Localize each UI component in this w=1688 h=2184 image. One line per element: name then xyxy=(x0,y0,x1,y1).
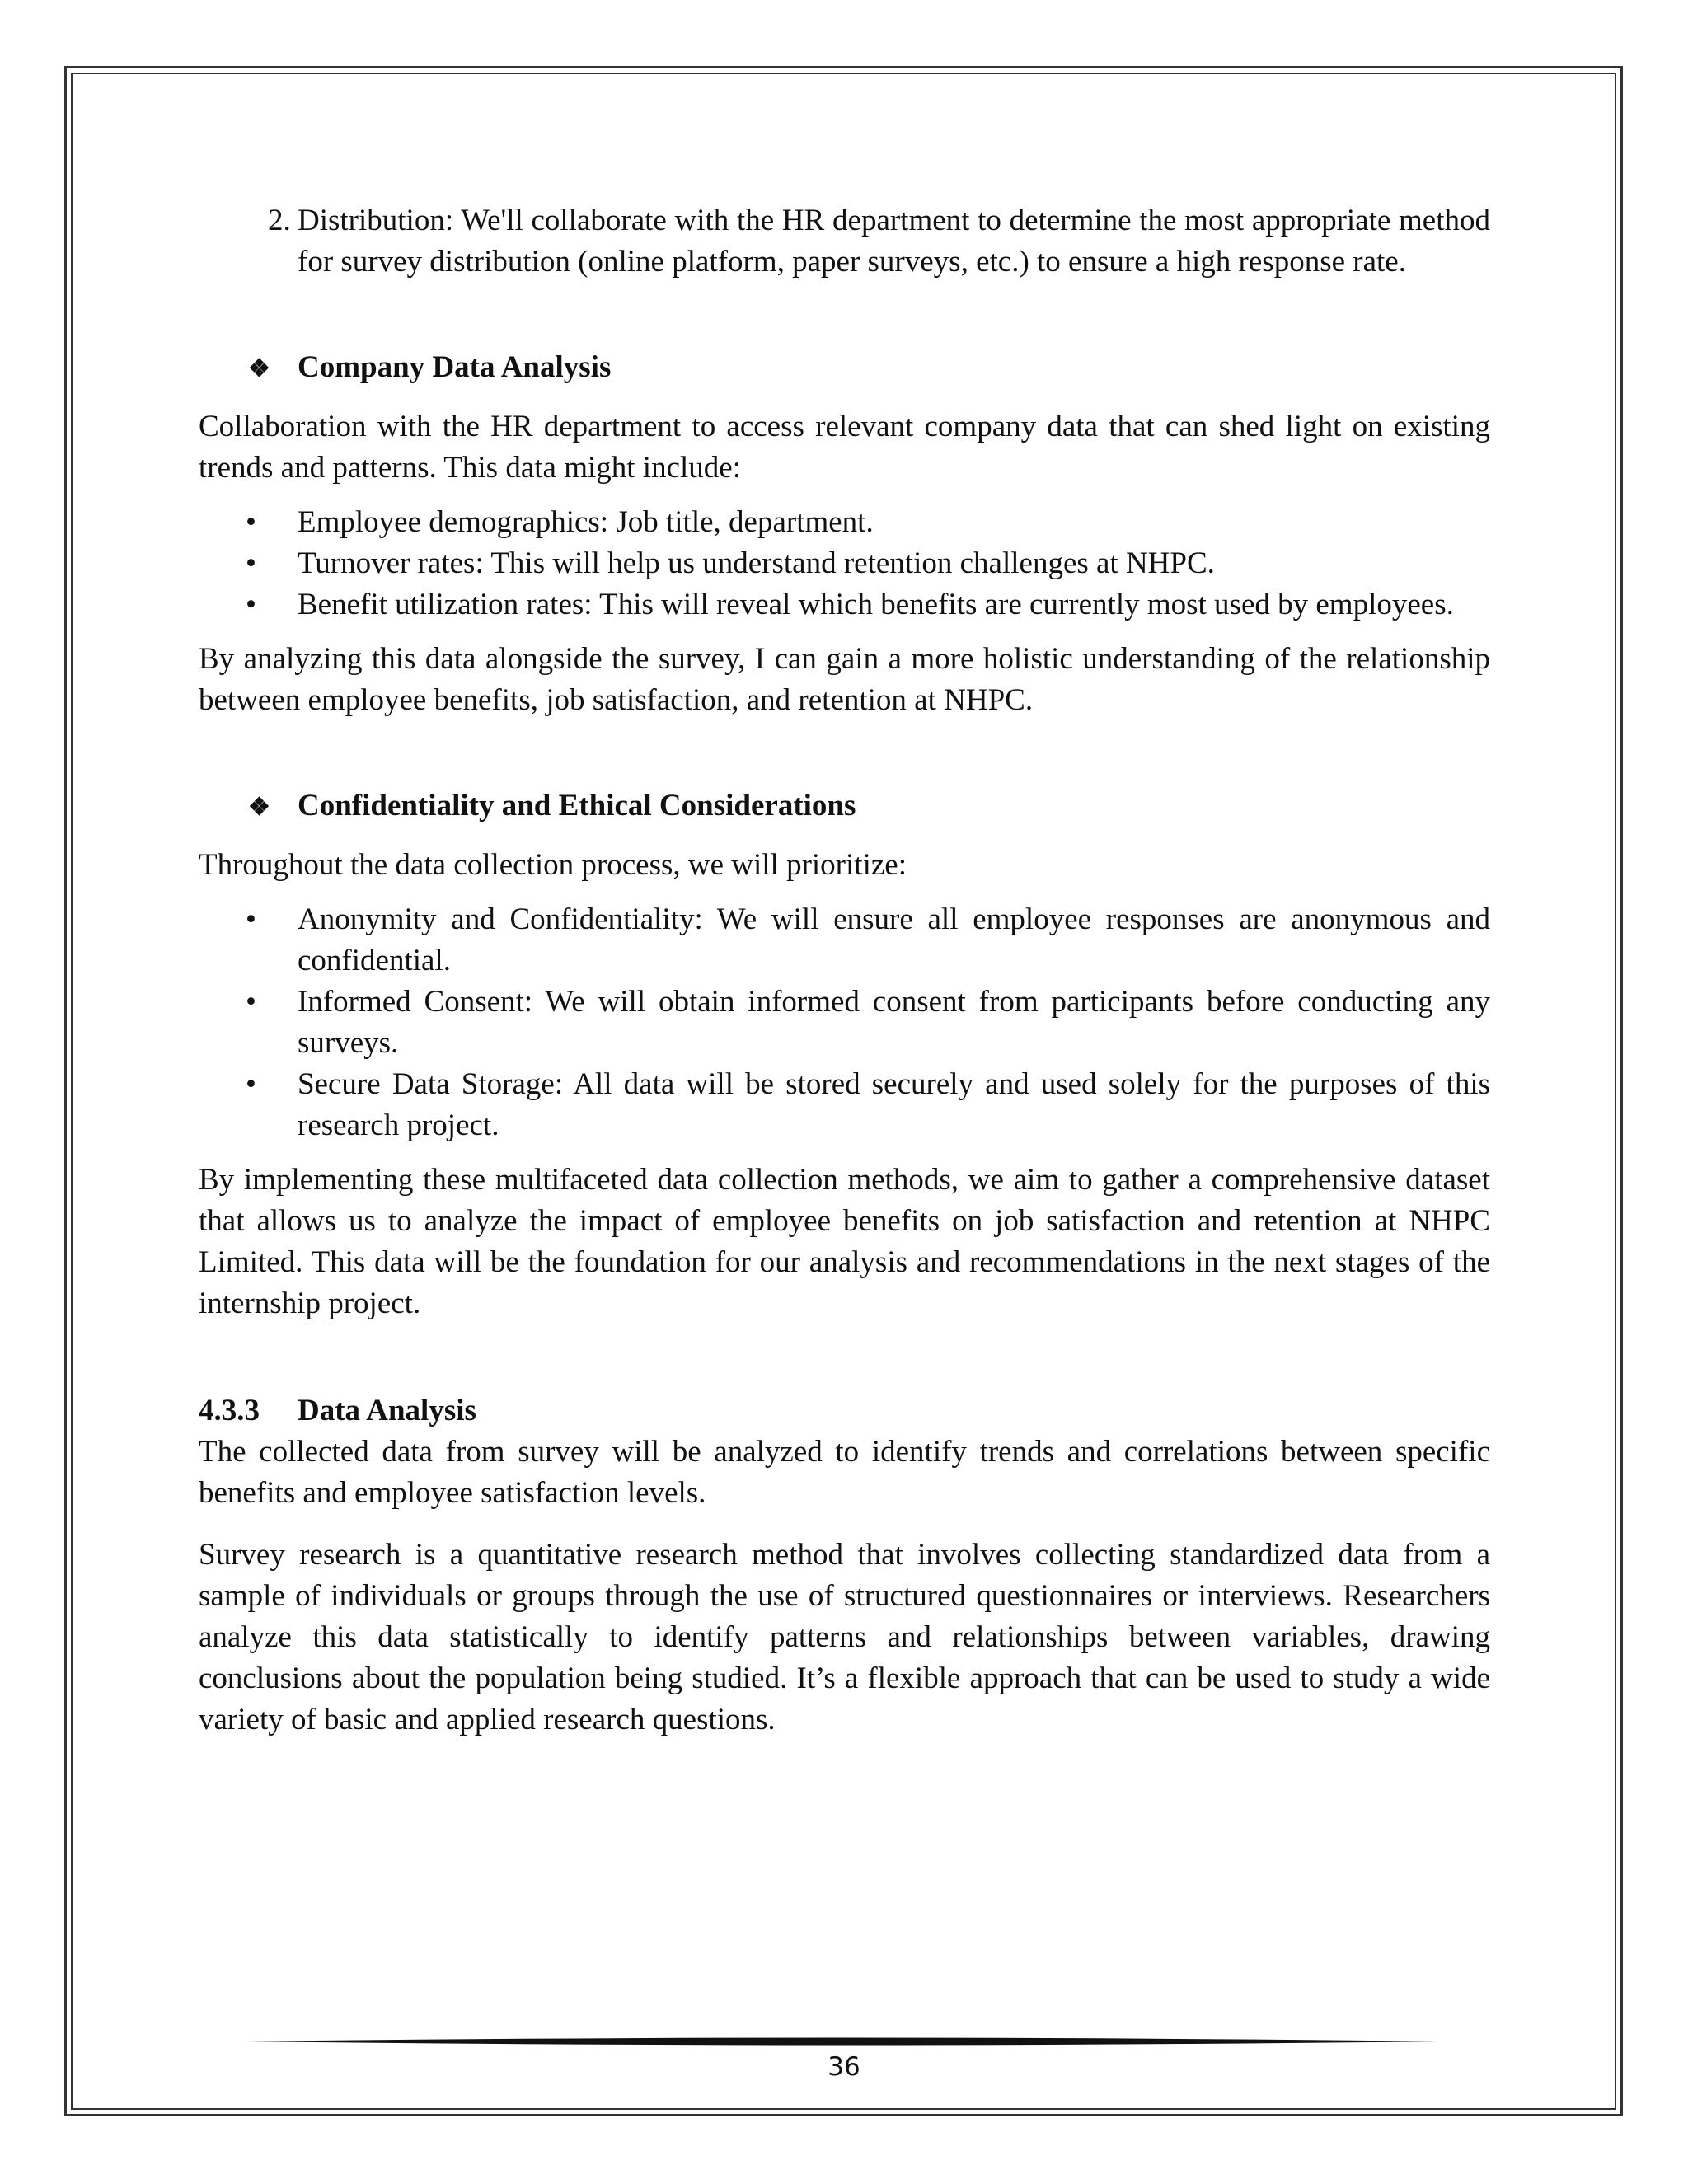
page-content xyxy=(199,200,1490,1741)
bullet-icon: • xyxy=(246,902,256,936)
list-item: • Anonymity and Confidentiality: We will ensure all employee responses are anonymous and confidential. xyxy=(199,899,1490,982)
bullet-icon: • xyxy=(246,985,256,1019)
section-number: 4.3.3 xyxy=(199,1394,260,1427)
section-heading-data-analysis xyxy=(199,1390,1490,1432)
bullet-icon: • xyxy=(246,1067,256,1101)
footer-rule xyxy=(247,2036,1438,2047)
analysis-paragraph-2: Survey research is a quantitative research method that involves collecting standardized data from a sample of individuals or groups through the use of structured questionnaires or interviews. Researchers analyze this data statistically to identify patterns and relationships between variables, drawing conclusions about the population being studied. It’s a flexible approach that can be used to study a wide variety of basic and applied research questions. xyxy=(199,1538,1490,1736)
confidentiality-intro: Throughout the data collection process, we will prioritize: xyxy=(199,848,907,882)
list-item-distribution xyxy=(199,200,1490,283)
list-item-text: Distribution: We'll collaborate with the HR department to determine the most appropriate method for survey distribution (online platform, paper surveys, etc.) to ensure a high response rate. xyxy=(298,204,1490,279)
list-item: • Secure Data Storage: All data will be stored securely and used solely for the purposes of this research project. xyxy=(199,1064,1490,1146)
analysis-paragraph-1: The collected data from survey will be analyzed to identify trends and correlations between specific benefits and employee satisfaction levels. xyxy=(199,1435,1490,1510)
bullet-icon: • xyxy=(246,546,256,580)
company-closing: By analyzing this data alongside the survey, I can gain a more holistic understanding of the relationship between employee benefits, job satisfaction, and retention at NHPC. xyxy=(199,642,1490,717)
list-item: • Turnover rates: This will help us understand retention challenges at NHPC. xyxy=(199,543,1490,584)
list-item: • Informed Consent: We will obtain informed consent from participants before conducting any surveys. xyxy=(199,982,1490,1064)
list-item: • Employee demographics: Job title, department. xyxy=(199,502,1490,543)
company-bullet-list xyxy=(199,502,1490,626)
list-number: 2. xyxy=(268,204,291,237)
section-title: Data Analysis xyxy=(298,1394,476,1427)
list-item: • Benefit utilization rates: This will reveal which benefits are currently most used by employees. xyxy=(199,584,1490,626)
heading-text: Company Data Analysis xyxy=(298,350,612,384)
diamond-star-icon: ❖ xyxy=(248,355,270,382)
confidentiality-heading xyxy=(248,785,1490,828)
bullet-icon: • xyxy=(246,588,256,621)
company-data-heading xyxy=(248,347,1490,390)
bullet-icon: • xyxy=(246,505,256,539)
heading-text: Confidentiality and Ethical Considerations xyxy=(298,789,856,823)
company-intro: Collaboration with the HR department to access relevant company data that can shed light on existing trends and patterns. This data might include: xyxy=(199,410,1490,485)
diamond-star-icon: ❖ xyxy=(248,794,270,821)
page-number: 36 xyxy=(828,2052,860,2082)
confidentiality-bullet-list xyxy=(199,899,1490,1146)
confidentiality-closing: By implementing these multifaceted data collection methods, we aim to gather a comprehensive dataset that allows us to analyze the impact of employee benefits on job satisfaction and retention at NHPC Limited. This data will be the foundation for our analysis and recommendations in the next stages of the internship project. xyxy=(199,1163,1490,1320)
